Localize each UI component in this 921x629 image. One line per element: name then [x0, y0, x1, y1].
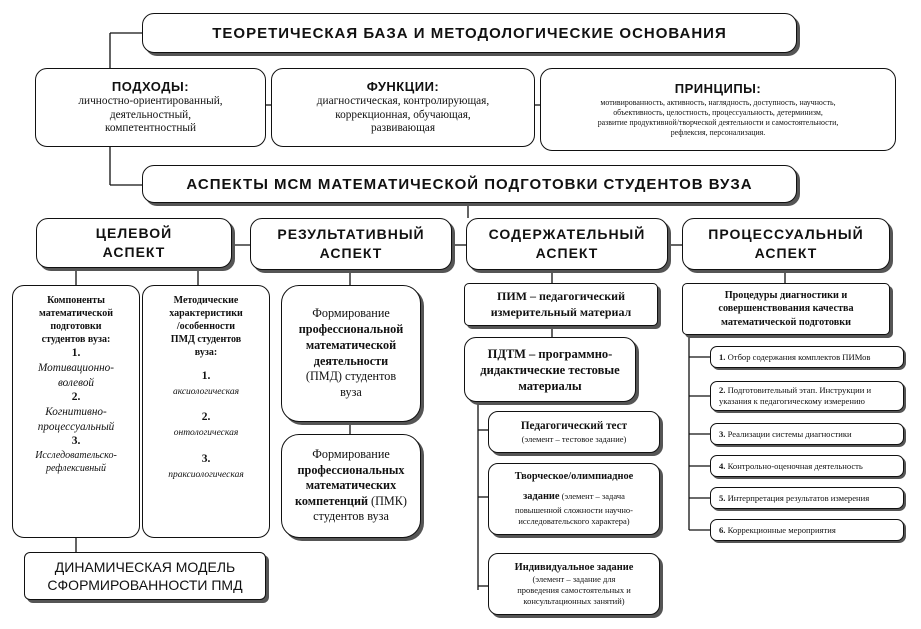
pdtm-line-2: дидактические тестовые	[480, 362, 620, 377]
pim-line-2: измерительный материал	[490, 304, 632, 319]
result-pmk-line-1: Формирование	[312, 446, 390, 461]
individual-sub-2: проведения самостоятельных и	[517, 585, 631, 596]
procedure-item-5	[710, 487, 904, 509]
aspect-content-line-1: СОДЕРЖАТЕЛЬНЫЙ	[488, 226, 646, 243]
methodical-num-2: 2.	[201, 411, 211, 424]
procedures-title-1: Процедуры диагностики и	[724, 290, 848, 302]
ped-test-sub: (элемент – тестовое задание)	[521, 433, 627, 444]
pdtm-line-3: материалы	[518, 378, 582, 393]
procedure-item-3	[710, 423, 904, 445]
result-pmd-line-2: профессиональной	[298, 321, 404, 336]
components-title-2: математической	[38, 308, 114, 319]
components-title-1: Компоненты	[47, 295, 105, 306]
result-pmd-abbr: (ПМД)	[305, 369, 342, 384]
procedure-6-num: 6.	[719, 525, 726, 535]
approaches-title: ПОДХОДЫ:	[111, 78, 190, 94]
aspect-result-line-2: АСПЕКТ	[319, 245, 383, 261]
aspect-process-line-2: АСПЕКТ	[754, 245, 818, 261]
methodical-item-3: праксиологическая	[168, 469, 244, 480]
components-title-4: студентов вуза:	[41, 334, 111, 345]
procedures-title-2: совершенствования качества	[718, 303, 854, 315]
ped-test-title: Педагогический тест	[520, 420, 628, 433]
component-3-line-2: рефлексивный	[46, 463, 106, 475]
component-num-1: 1.	[71, 347, 81, 359]
creative-sub-1: (элемент – задача	[559, 491, 625, 502]
procedure-2-text-2: указания к педагогическому измерению	[719, 396, 865, 406]
component-1-line-1: Мотивационно-	[37, 361, 114, 374]
procedure-4-num: 4.	[719, 461, 726, 471]
result-pmk-line-5: студентов вуза	[313, 509, 389, 524]
result-pmk-line-4	[295, 494, 407, 510]
result-pmk-line-2: профессиональных	[297, 462, 405, 477]
procedure-3-num: 3.	[719, 429, 726, 439]
procedure-2-text: Подготовительный этап. Инструкции и	[725, 385, 872, 396]
methodical-title-2: характеристики	[169, 308, 243, 319]
component-num-3: 3.	[71, 435, 81, 448]
principles-line-2: объективность, целостность, процессуальность, детерминизм,	[613, 107, 823, 117]
methodical-num-3: 3.	[201, 452, 211, 465]
individual-sub-1: (элемент – задание для	[532, 574, 616, 585]
result-pmk-line-3: математических	[305, 478, 397, 493]
component-num-2: 2.	[71, 391, 81, 404]
aspect-result-line-1: РЕЗУЛЬТАТИВНЫЙ	[277, 226, 425, 243]
creative-sub-3: исследовательского характера)	[518, 516, 630, 527]
creative-title-2: задание	[523, 491, 560, 503]
result-pmd-line-4: деятельности	[313, 353, 389, 368]
principles-line-1: мотивированность, активность, наглядность, доступность, научность,	[600, 97, 836, 107]
procedure-item-6	[710, 519, 904, 541]
creative-line-2	[523, 484, 625, 505]
aspect-target	[36, 218, 232, 268]
functions-line-1: диагностическая, контролирующая,	[316, 94, 490, 107]
principles-title: ПРИНЦИПЫ:	[674, 80, 762, 96]
principles-line-3: развитие продуктивной/творческой деятельности и самостоятельности,	[597, 117, 839, 127]
aspect-process	[682, 218, 890, 270]
result-pmk-abbr: (ПМК)	[368, 493, 407, 508]
approaches-box	[35, 68, 266, 147]
principles-line-4: рефлексия, персонализация.	[670, 127, 766, 137]
individual-sub-3: консультационных занятий)	[523, 596, 625, 607]
component-3-line-1: Исследовательско-	[35, 450, 117, 462]
pdtm-box	[464, 337, 636, 402]
aspect-target-line-1: ЦЕЛЕВОЙ	[95, 225, 173, 242]
methodical-item-1: аксиологическая	[173, 386, 239, 397]
approaches-line-1: личностно-ориентированный,	[78, 94, 223, 107]
methodical-item-2: онтологическая	[173, 428, 239, 439]
dynamic-model-line-2: СФОРМИРОВАННОСТИ ПМД	[47, 577, 243, 593]
methodical-title-4: ПМД студентов	[170, 334, 242, 345]
result-pmd-box	[281, 285, 421, 422]
procedures-title-3: математической подготовки	[720, 316, 852, 328]
result-pmd-students: студентов	[341, 369, 397, 384]
methodical-title-1: Методические	[173, 295, 239, 306]
functions-line-3: развивающая	[370, 122, 436, 135]
aspect-content-line-2: АСПЕКТ	[535, 245, 599, 261]
procedure-6-text: Коррекционные мероприятия	[725, 525, 836, 535]
component-2-line-2: процессуальный	[37, 420, 115, 433]
aspects-title	[142, 165, 797, 203]
procedures-title-box	[682, 283, 890, 335]
procedure-item-2	[710, 381, 904, 411]
aspect-process-line-1: ПРОЦЕССУАЛЬНЫЙ	[708, 226, 864, 243]
functions-box	[271, 68, 535, 147]
procedure-1-num: 1.	[719, 352, 726, 362]
top-title-text: ТЕОРЕТИЧЕСКАЯ БАЗА И МЕТОДОЛОГИЧЕСКИЕ ОСНОВАНИЯ	[212, 24, 727, 42]
methodical-box	[142, 285, 270, 538]
dynamic-model-box	[24, 552, 266, 600]
aspect-result	[250, 218, 452, 270]
pim-line-1: ПИМ – педагогический	[497, 288, 625, 303]
components-title-3: подготовки	[50, 321, 102, 332]
procedure-5-text: Интерпретация результатов измерения	[725, 493, 870, 503]
dynamic-model-line-1: ДИНАМИЧЕСКАЯ МОДЕЛЬ	[54, 558, 236, 575]
result-pmd-line-5	[306, 369, 396, 385]
procedure-2-num: 2.	[719, 385, 726, 396]
aspect-target-line-2: АСПЕКТ	[102, 244, 166, 260]
procedure-1-text: Отбор содержания комплектов ПИМов	[725, 352, 871, 362]
result-pmd-line-3: математической	[305, 337, 397, 352]
procedure-4-text: Контрольно-оценочная деятельность	[725, 461, 863, 471]
pim-box	[464, 283, 658, 326]
procedure-3-text: Реализации системы диагностики	[725, 429, 852, 439]
principles-box	[540, 68, 896, 151]
procedure-item-1	[710, 346, 904, 368]
procedure-5-num: 5.	[719, 493, 726, 503]
aspect-content	[466, 218, 668, 270]
functions-title: ФУНКЦИИ:	[366, 78, 440, 94]
result-pmk-competencies: компетенций	[295, 493, 368, 508]
creative-box	[488, 463, 660, 535]
creative-title-1: Творческое/олимпиадное	[514, 471, 634, 483]
individual-box	[488, 553, 660, 615]
component-1-line-2: волевой	[57, 376, 95, 389]
result-pmd-line-6: вуза	[340, 385, 362, 400]
ped-test-box	[488, 411, 660, 453]
procedure-item-4	[710, 455, 904, 477]
methodical-title-5: вуза:	[194, 347, 218, 358]
component-2-line-1: Когнитивно-	[45, 406, 107, 418]
top-title	[142, 13, 797, 53]
result-pmk-box	[281, 434, 421, 538]
methodical-title-3: /особенности	[176, 321, 236, 332]
creative-sub-2: повышенной сложности научно-	[514, 505, 633, 516]
approaches-line-2: деятельностный,	[109, 108, 192, 121]
functions-line-2: коррекционная, обучающая,	[335, 108, 471, 121]
methodical-num-1: 1.	[201, 370, 211, 382]
pdtm-line-1: ПДТМ – программно-	[487, 346, 613, 361]
approaches-line-3: компетентностный	[104, 122, 197, 135]
aspects-title-text: АСПЕКТЫ МСМ МАТЕМАТИЧЕСКОЙ ПОДГОТОВКИ СТУДЕНТОВ ВУЗА	[186, 175, 753, 193]
result-pmd-line-1: Формирование	[312, 305, 390, 320]
individual-title: Индивидуальное задание	[514, 561, 634, 573]
components-box	[12, 285, 140, 538]
